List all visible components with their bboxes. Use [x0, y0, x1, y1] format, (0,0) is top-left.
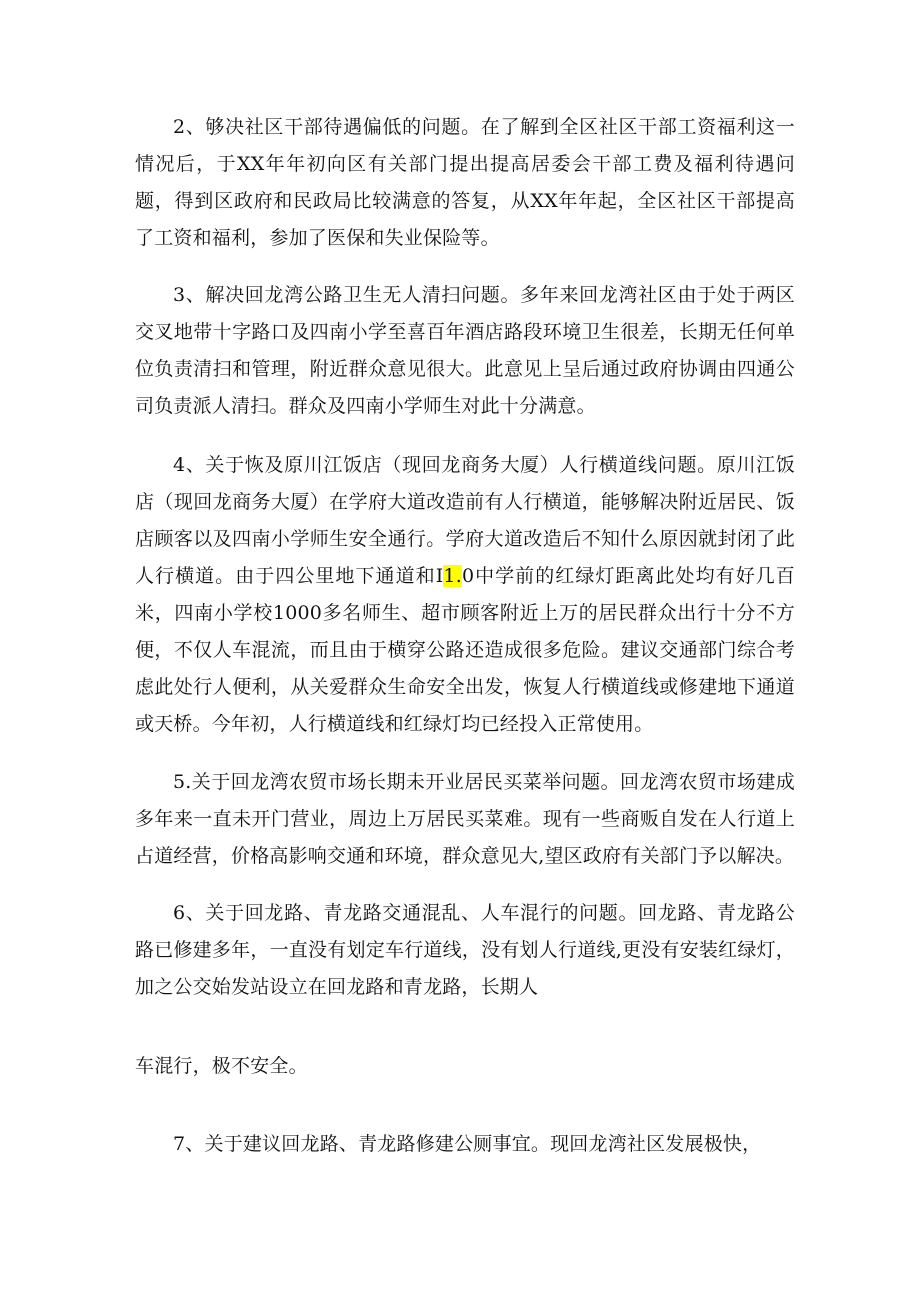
paragraph-3: 3、解决回龙湾公路卫生无人清扫问题。多年来回龙湾社区由于处于两区交叉地带十字路口及四南小学至喜百年酒店路段环境卫生很差，长期无任何单位负责清扫和管理，附近群众意见很大。此意见上呈后通过政府协调由四通公司负责派人清扫。群众及四南小学师生对此十分满意。: [135, 284, 795, 417]
highlighted-text: 1.: [443, 565, 462, 587]
paragraph-4-text-before: 4、关于恢及原川江饭店（现回龙商务大厦）人行横道线问题。原川江饭店（现回龙商务大厦）在学府大道改造前有人行横道，能够解决附近居民、饭店顾客以及四南小学师生安全通行。学府大道改造后不知什么原因就封闭了此人行横道。由于四公里地下通道和I: [135, 454, 795, 587]
paragraph-7: 7、关于建议回龙路、青龙路修建公厕事宜。现回龙湾社区发展极快，: [173, 1133, 762, 1155]
paragraph-5: 5.关于回龙湾农贸市场长期未开业居民买菜举问题。回龙湾农贸市场建成多年来一直未开门营业，周边上万居民买菜难。现有一些商贩自发在人行道上占道经营，价格高影响交通和环境，群众意见大,望区政府有关部门予以解决。: [135, 771, 795, 867]
paragraph-4-text-after: 0中学前的红绿灯距离此处均有好几百米，四南小学校1000多名师生、超市顾客附近上万的居民群众出行十分不方便，不仅人车混流，而且由于横穿公路还造成很多危险。建议交通部门综合考虑此处行人便利，从关爱群众生命安全出发，恢复人行横道线或修建地下通道或天桥。今年初，人行横道线和红绿灯均已经投入正常使用。: [135, 565, 795, 735]
paragraph-2: 2、够决社区干部待遇偏低的问题。在了解到全区社区干部工资福利这一情况后，于XX年年初向区有关部门提出提高居委会干部工费及福利待遇问题，得到区政府和民政局比较满意的答复，从XX年年起，全区社区干部提高了工资和福利，参加了医保和失业保险等。: [135, 116, 795, 249]
paragraph-6-continuation: 车混行，极不安全。: [135, 1055, 308, 1077]
paragraph-4: [135, 447, 795, 743]
paragraph-6: 6、关于回龙路、青龙路交通混乱、人车混行的问题。回龙路、青龙路公路已修建多年，一直没有划定车行道线，没有划人行道线,更没有安装红绿灯，加之公交始发站设立在回龙路和青龙路，长期人: [135, 902, 795, 998]
